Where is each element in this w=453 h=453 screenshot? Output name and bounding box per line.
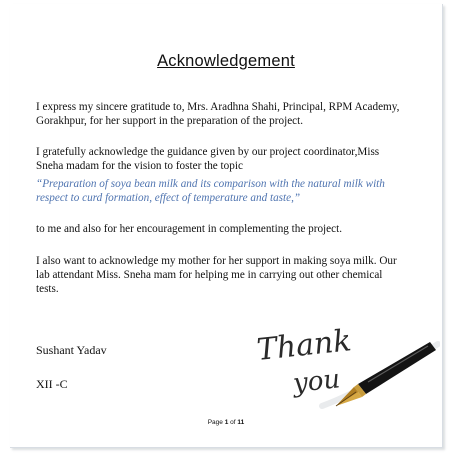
document-page <box>10 4 443 448</box>
footer-page-label: Page <box>207 419 223 426</box>
page-title: Acknowledgement <box>157 52 295 70</box>
footer-total-pages: 11 <box>237 419 245 426</box>
you-text: you <box>291 364 342 399</box>
page-footer <box>10 419 442 426</box>
project-topic-quote: “Preparation of soya bean milk and its comparison with the natural milk with respect to curd formation, effect of temperature and taste,” <box>36 178 385 204</box>
footer-of-label: of <box>230 419 236 426</box>
paragraph-principal: I express my sincere gratitude to, Mrs. Aradhna Shahi, Principal, RPM Academy, Gorakhpur, for her support in the preparation of the project. <box>36 101 400 127</box>
footer-current-page: 1 <box>224 419 229 426</box>
signature-name: Sushant Yadav <box>36 343 107 357</box>
thank-you-image <box>250 322 440 422</box>
paragraph-mother-lab: I also want to acknowledge my mother for her support in making soya milk. Our lab attendant Miss. Sneha mam for helping me in carrying out other chemical tests. <box>36 255 397 295</box>
thank-text: Thank <box>255 323 354 368</box>
signature-class: XII -C <box>36 377 68 391</box>
paragraph-coordinator: I gratefully acknowledge the guidance given by our project coordinator,Miss Sneha madam for the vision to foster the topic <box>36 146 380 172</box>
paragraph-encouragement: to me and also for her encouragement in complementing the project. <box>36 223 342 235</box>
